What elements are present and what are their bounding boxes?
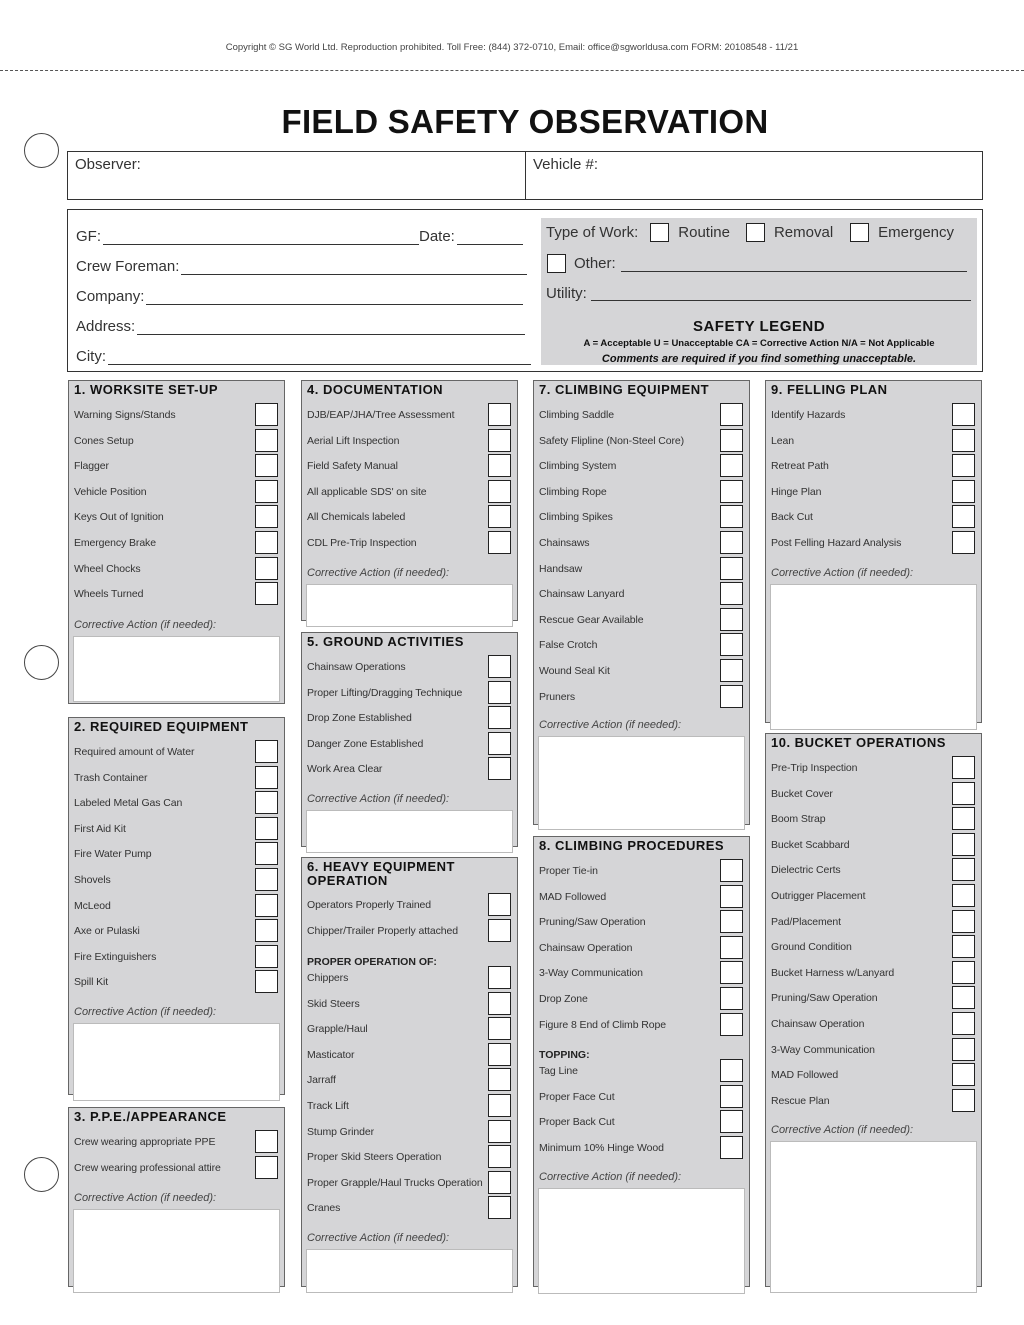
section-7 <box>533 380 750 825</box>
checklist-item-box[interactable] <box>255 429 278 452</box>
checklist-item-label: Proper Face Cut <box>539 1090 615 1103</box>
checklist-item-label: Identify Hazards <box>771 409 846 421</box>
corrective-action-label: Corrective Action (if needed): <box>539 1171 682 1183</box>
checklist-item-label: Vehicle Position <box>74 485 147 498</box>
checklist-item-label: Dielectric Certs <box>771 864 841 877</box>
checklist-item-label: DJB/EAP/JHA/Tree Assessment <box>307 409 455 421</box>
checklist-item-box[interactable] <box>720 608 743 631</box>
section-title-line: 4. DOCUMENTATION <box>307 382 444 397</box>
crew-foreman-row <box>76 258 527 275</box>
form-title: FIELD SAFETY OBSERVATION <box>281 103 769 140</box>
checklist-item-box[interactable] <box>720 531 743 554</box>
checklist-item-box[interactable] <box>255 505 278 528</box>
corrective-action-field[interactable] <box>538 1188 745 1294</box>
section-title-line: 3. P.P.E./APPEARANCE <box>74 1109 227 1124</box>
checklist-item-box[interactable] <box>720 1085 743 1108</box>
punch-hole-bottom <box>24 1157 59 1192</box>
sub-heading: TOPPING: <box>539 1049 590 1061</box>
checklist-item-box[interactable] <box>255 970 278 993</box>
checklist-item-label: Crew wearing professional attire <box>74 1161 221 1174</box>
checklist-item-box[interactable] <box>488 1017 511 1040</box>
checklist-item-box[interactable] <box>488 531 511 554</box>
checklist-item-box[interactable] <box>952 1038 975 1061</box>
checklist-item-label: Skid Steers <box>307 997 360 1010</box>
checklist-item-box[interactable] <box>488 403 511 426</box>
other-label: Other: <box>574 255 616 272</box>
corrective-action-label: Corrective Action (if needed): <box>771 1124 914 1136</box>
section-title <box>74 383 218 397</box>
checklist-item-box[interactable] <box>488 966 511 989</box>
city-field[interactable] <box>108 351 531 365</box>
checklist-item-box[interactable] <box>720 859 743 882</box>
checklist-item-label: Climbing Rope <box>539 485 607 498</box>
checklist-item-box[interactable] <box>720 454 743 477</box>
checklist-item-box[interactable] <box>720 1110 743 1133</box>
other-row <box>547 254 967 273</box>
checklist-item-box[interactable] <box>720 403 743 426</box>
section-1 <box>68 380 285 704</box>
checklist-item-label: Climbing Saddle <box>539 409 614 421</box>
section-title <box>539 839 724 853</box>
checklist-item-box[interactable] <box>720 480 743 503</box>
section-3 <box>68 1107 285 1287</box>
checklist-item-box[interactable] <box>255 894 278 917</box>
corrective-action-label: Corrective Action (if needed): <box>539 719 682 731</box>
checklist-item-label: Drop Zone Established <box>307 712 412 725</box>
checklist-item-label: Jarraff <box>307 1074 336 1087</box>
address-row <box>76 318 525 335</box>
checklist-item-box[interactable] <box>952 910 975 933</box>
section-title <box>771 736 946 750</box>
safety-legend-note: Comments are required if you find something unacceptable. <box>601 353 917 365</box>
checklist-item-label: Chainsaw Operation <box>539 941 633 954</box>
checklist-item-box[interactable] <box>488 992 511 1015</box>
checklist-item-box[interactable] <box>720 1013 743 1036</box>
checklist-item-label: Lean <box>771 434 794 447</box>
checklist-item-box[interactable] <box>488 505 511 528</box>
observer-field[interactable] <box>68 152 526 199</box>
checklist-item-box[interactable] <box>255 868 278 891</box>
emergency-checkbox[interactable] <box>850 223 869 242</box>
checklist-item-label: Post Felling Hazard Analysis <box>771 537 902 549</box>
sub-heading: PROPER OPERATION OF: <box>307 956 437 968</box>
checklist-item-label: Danger Zone Established <box>307 737 424 750</box>
checklist-item-box[interactable] <box>488 1145 511 1168</box>
company-label: Company: <box>76 288 145 305</box>
checklist-item-box[interactable] <box>720 936 743 959</box>
type-of-work-label: Type of Work: <box>546 224 639 241</box>
checklist-item-box[interactable] <box>952 858 975 881</box>
section-10 <box>765 733 982 1287</box>
checklist-item-label: Flagger <box>74 460 109 473</box>
checklist-item-label: Labeled Metal Gas Can <box>74 797 183 810</box>
section-title-line: 5. GROUND ACTIVITIES <box>307 634 464 649</box>
safety-legend-title: SAFETY LEGEND <box>692 318 826 335</box>
checklist-item-box[interactable] <box>952 782 975 805</box>
checklist-item-label: Shovels <box>74 874 111 886</box>
checklist-item-box[interactable] <box>255 480 278 503</box>
section-title <box>74 1110 227 1124</box>
checklist-item-label: Ground Condition <box>771 941 852 954</box>
checklist-item-label: Hinge Plan <box>771 485 822 498</box>
checklist-item-box[interactable] <box>488 655 511 678</box>
checklist-item-label: 3-Way Communication <box>771 1043 875 1056</box>
checklist-item-box[interactable] <box>720 557 743 580</box>
checklist-item-label: Pruning/Saw Operation <box>539 916 646 929</box>
company-row <box>76 288 523 305</box>
checklist-item-label: Pad/Placement <box>771 915 841 928</box>
checklist-item-box[interactable] <box>488 681 511 704</box>
checklist-item-box[interactable] <box>488 429 511 452</box>
corrective-action-label: Corrective Action (if needed): <box>307 1232 450 1244</box>
corrective-action-field[interactable] <box>306 810 513 853</box>
crew-foreman-label: Crew Foreman: <box>76 258 180 275</box>
checklist-item-box[interactable] <box>255 582 278 605</box>
checklist-item-label: Back Cut <box>771 511 813 524</box>
checklist-item-label: Bucket Scabbard <box>771 838 850 851</box>
checklist-item-label: Outrigger Placement <box>771 890 866 902</box>
section-8 <box>533 836 750 1287</box>
checklist-item-box[interactable] <box>488 919 511 942</box>
routine-label: Routine <box>678 224 730 241</box>
checklist-item-label: Pruning/Saw Operation <box>771 992 878 1005</box>
section-4 <box>301 380 518 621</box>
checklist-item-box[interactable] <box>952 884 975 907</box>
checklist-item-label: Proper Grapple/Haul Trucks Operation <box>307 1176 483 1189</box>
safety-legend-text: A = Acceptable U = Unacceptable CA = Corrective Action N/A = Not Applicable <box>583 338 935 349</box>
checklist-item-label: Track Lift <box>307 1100 349 1112</box>
checklist-item-label: Handsaw <box>539 562 583 575</box>
checklist-item-box[interactable] <box>488 706 511 729</box>
city-label: City: <box>76 348 106 365</box>
corrective-action-label: Corrective Action (if needed): <box>307 567 450 579</box>
crew-foreman-field[interactable] <box>181 261 527 275</box>
checklist-item-box[interactable] <box>720 582 743 605</box>
observer-label: Observer: <box>75 156 141 173</box>
section-9 <box>765 380 982 723</box>
checklist-item-label: Proper Lifting/Dragging Technique <box>307 686 463 699</box>
checklist-item-box[interactable] <box>952 756 975 779</box>
checklist-item-box[interactable] <box>952 429 975 452</box>
checklist-item-label: Figure 8 End of Climb Rope <box>539 1018 666 1031</box>
section-5 <box>301 632 518 847</box>
utility-field[interactable] <box>591 287 971 301</box>
checklist-item-box[interactable] <box>952 403 975 426</box>
checklist-item-label: Trash Container <box>74 771 148 784</box>
checklist-item-label: Chainsaw Operation <box>771 1018 865 1030</box>
removal-checkbox[interactable] <box>746 223 765 242</box>
corrective-action-label: Corrective Action (if needed): <box>771 567 914 579</box>
checklist-item-label: All Chemicals labeled <box>307 511 406 524</box>
checklist-item-box[interactable] <box>952 986 975 1009</box>
perforation-line <box>0 70 1024 71</box>
city-row <box>76 348 531 365</box>
checklist-item-label: Masticator <box>307 1048 355 1061</box>
section-title <box>771 383 888 397</box>
checklist-item-label: Keys Out of Ignition <box>74 511 164 524</box>
checklist-item-box[interactable] <box>952 505 975 528</box>
corrective-action-label: Corrective Action (if needed): <box>74 1006 217 1018</box>
checklist-item-label: Crew wearing appropriate PPE <box>74 1136 216 1148</box>
checklist-item-box[interactable] <box>952 935 975 958</box>
checklist-item-label: Boom Strap <box>771 813 826 826</box>
checklist-item-label: Emergency Brake <box>74 537 156 549</box>
checklist-item-box[interactable] <box>255 557 278 580</box>
corrective-action-label: Corrective Action (if needed): <box>74 1192 217 1204</box>
other-checkbox[interactable] <box>547 254 566 273</box>
corrective-action-field[interactable] <box>770 584 977 730</box>
checklist-item-box[interactable] <box>720 429 743 452</box>
checklist-item-box[interactable] <box>720 961 743 984</box>
section-2 <box>68 717 285 1095</box>
other-field[interactable] <box>621 256 967 272</box>
checklist-item-label: Retreat Path <box>771 460 829 473</box>
checklist-item-label: Proper Tie-in <box>539 865 598 877</box>
checklist-item-box[interactable] <box>952 454 975 477</box>
corrective-action-label: Corrective Action (if needed): <box>307 793 450 805</box>
checklist-item-box[interactable] <box>952 833 975 856</box>
section-title-line: OPERATION <box>307 873 388 888</box>
checklist-item-box[interactable] <box>488 1171 511 1194</box>
checklist-item-box[interactable] <box>488 1196 511 1219</box>
checklist-item-label: Grapple/Haul <box>307 1023 368 1036</box>
checklist-item-label: Wheel Chocks <box>74 562 141 575</box>
checklist-item-label: Operators Properly Trained <box>307 899 432 911</box>
checklist-item-label: Fire Extinguishers <box>74 950 157 963</box>
checklist-item-label: Required amount of Water <box>74 746 195 758</box>
checklist-item-label: MAD Followed <box>771 1069 839 1082</box>
section-title-line: 10. BUCKET OPERATIONS <box>771 735 946 750</box>
corrective-action-field[interactable] <box>538 736 745 830</box>
corrective-action-field[interactable] <box>306 1249 513 1293</box>
checklist-item-label: Climbing Spikes <box>539 511 613 524</box>
checklist-item-label: 3-Way Communication <box>539 967 643 980</box>
checklist-item-label: False Crotch <box>539 639 598 652</box>
checklist-item-box[interactable] <box>488 480 511 503</box>
checklist-item-box[interactable] <box>952 1012 975 1035</box>
checklist-item-label: Field Safety Manual <box>307 460 398 473</box>
checklist-item-box[interactable] <box>952 1089 975 1112</box>
checklist-item-box[interactable] <box>255 454 278 477</box>
routine-checkbox[interactable] <box>650 223 669 242</box>
checklist-item-box[interactable] <box>255 403 278 426</box>
address-field[interactable] <box>137 321 525 335</box>
checklist-item-box[interactable] <box>488 1068 511 1091</box>
gf-label: GF: <box>76 228 101 245</box>
section-title-line: 9. FELLING PLAN <box>771 382 888 397</box>
checklist-item-box[interactable] <box>255 766 278 789</box>
checklist-item-label: All applicable SDS' on site <box>307 485 427 498</box>
checklist-item-box[interactable] <box>255 919 278 942</box>
checklist-item-label: Proper Back Cut <box>539 1116 615 1129</box>
checklist-item-label: Pre-Trip Inspection <box>771 762 858 774</box>
checklist-item-box[interactable] <box>255 945 278 968</box>
emergency-label: Emergency <box>878 224 955 241</box>
copyright-notice: Copyright © SG World Ltd. Reproduction prohibited. Toll Free: (844) 372-0710, Email: office@sgworldusa.com FORM: 20108548 - 11/21 <box>225 42 799 53</box>
checklist-item-box[interactable] <box>255 740 278 763</box>
removal-label: Removal <box>773 224 834 241</box>
type-of-work-row <box>546 223 954 242</box>
utility-label: Utility: <box>546 285 587 302</box>
checklist-item-label: Spill Kit <box>74 976 109 989</box>
checklist-item-box[interactable] <box>720 987 743 1010</box>
checklist-item-label: Cones Setup <box>74 434 134 447</box>
checklist-item-label: CDL Pre-Trip Inspection <box>307 537 417 549</box>
checklist-item-label: Pruners <box>539 690 576 703</box>
checklist-item-label: Stump Grinder <box>307 1125 374 1138</box>
section-title <box>307 383 443 397</box>
checklist-item-label: Climbing System <box>539 460 617 473</box>
checklist-item-box[interactable] <box>720 633 743 656</box>
corrective-action-field[interactable] <box>73 1023 280 1101</box>
section-title-line: 6. HEAVY EQUIPMENT <box>307 859 455 874</box>
section-title <box>74 720 248 734</box>
checklist-item-box[interactable] <box>488 1094 511 1117</box>
checklist-item-box[interactable] <box>720 1059 743 1082</box>
checklist-item-box[interactable] <box>488 893 511 916</box>
checklist-item-box[interactable] <box>255 1156 278 1179</box>
checklist-item-box[interactable] <box>488 1120 511 1143</box>
checklist-item-label: Wound Seal Kit <box>539 665 610 677</box>
checklist-item-box[interactable] <box>952 1063 975 1086</box>
checklist-item-label: Chippers <box>307 972 349 984</box>
section-title <box>307 635 464 649</box>
checklist-item-label: Rescue Plan <box>771 1094 830 1107</box>
punch-hole-middle <box>24 645 59 680</box>
info-box <box>67 209 983 372</box>
section-title <box>307 860 455 888</box>
corrective-action-field[interactable] <box>73 636 280 702</box>
checklist-item-box[interactable] <box>255 842 278 865</box>
checklist-item-box[interactable] <box>255 791 278 814</box>
checklist-item-label: Work Area Clear <box>307 763 383 776</box>
checklist-item-box[interactable] <box>255 531 278 554</box>
checklist-item-box[interactable] <box>488 454 511 477</box>
checklist-item-label: Tag Line <box>539 1065 578 1077</box>
checklist-item-label: First Aid Kit <box>74 822 126 835</box>
section-title-line: 7. CLIMBING EQUIPMENT <box>539 382 710 397</box>
checklist-item-label: Minimum 10% Hinge Wood <box>539 1141 664 1154</box>
checklist-item-label: MAD Followed <box>539 890 607 903</box>
checklist-item-label: Cranes <box>307 1202 341 1215</box>
checklist-item-box[interactable] <box>255 817 278 840</box>
checklist-item-label: Bucket Harness w/Lanyard <box>771 966 895 979</box>
checklist-item-box[interactable] <box>720 910 743 933</box>
section-title-line: 8. CLIMBING PROCEDURES <box>539 838 725 853</box>
section-6 <box>301 857 518 1287</box>
vehicle-label: Vehicle #: <box>533 156 599 173</box>
checklist-item-label: Drop Zone <box>539 993 588 1005</box>
address-label: Address: <box>76 318 136 335</box>
checklist-item-box[interactable] <box>952 531 975 554</box>
work-type-panel <box>541 218 977 365</box>
checklist-item-label: Proper Skid Steers Operation <box>307 1151 442 1164</box>
checklist-item-label: Fire Water Pump <box>74 848 152 861</box>
checklist-item-box[interactable] <box>952 807 975 830</box>
checklist-item-label: Wheels Turned <box>74 588 144 601</box>
checklist-item-box[interactable] <box>488 732 511 755</box>
checklist-item-box[interactable] <box>952 961 975 984</box>
date-field[interactable] <box>457 231 523 245</box>
checklist-item-label: Chipper/Trailer Properly attached <box>307 924 458 937</box>
company-field[interactable] <box>146 291 523 305</box>
date-label: Date: <box>419 228 455 245</box>
checklist-item-box[interactable] <box>720 505 743 528</box>
corrective-action-field[interactable] <box>73 1209 280 1293</box>
checklist-item-label: Rescue Gear Available <box>539 613 644 626</box>
checklist-item-label: Aerial Lift Inspection <box>307 434 400 447</box>
gf-row <box>76 228 523 245</box>
gf-field[interactable] <box>103 231 419 245</box>
checklist-item-box[interactable] <box>255 1130 278 1153</box>
checklist-item-label: Axe or Pulaski <box>74 925 140 938</box>
section-title <box>539 383 709 397</box>
checklist-item-box[interactable] <box>720 659 743 682</box>
checklist-item-box[interactable] <box>488 757 511 780</box>
corrective-action-label: Corrective Action (if needed): <box>74 619 217 631</box>
section-title-line: 1. WORKSITE SET-UP <box>74 382 219 397</box>
observer-box <box>67 151 983 200</box>
checklist-item-label: Chainsaws <box>539 537 590 549</box>
vehicle-field[interactable] <box>526 152 982 199</box>
checklist-item-box[interactable] <box>720 885 743 908</box>
checklist-item-label: Bucket Cover <box>771 787 833 800</box>
corrective-action-field[interactable] <box>770 1141 977 1293</box>
checklist-item-label: McLeod <box>74 899 111 912</box>
checklist-item-box[interactable] <box>720 685 743 708</box>
utility-row <box>546 285 971 302</box>
checklist-item-label: Safety Flipline (Non-Steel Core) <box>539 434 685 447</box>
checklist-item-box[interactable] <box>488 1043 511 1066</box>
section-title-line: 2. REQUIRED EQUIPMENT <box>74 719 249 734</box>
corrective-action-field[interactable] <box>306 584 513 627</box>
checklist-item-box[interactable] <box>720 1136 743 1159</box>
checklist-item-label: Chainsaw Lanyard <box>539 588 625 601</box>
checklist-item-box[interactable] <box>952 480 975 503</box>
checklist-item-label: Chainsaw Operations <box>307 661 406 673</box>
checklist-item-label: Warning Signs/Stands <box>74 409 176 421</box>
